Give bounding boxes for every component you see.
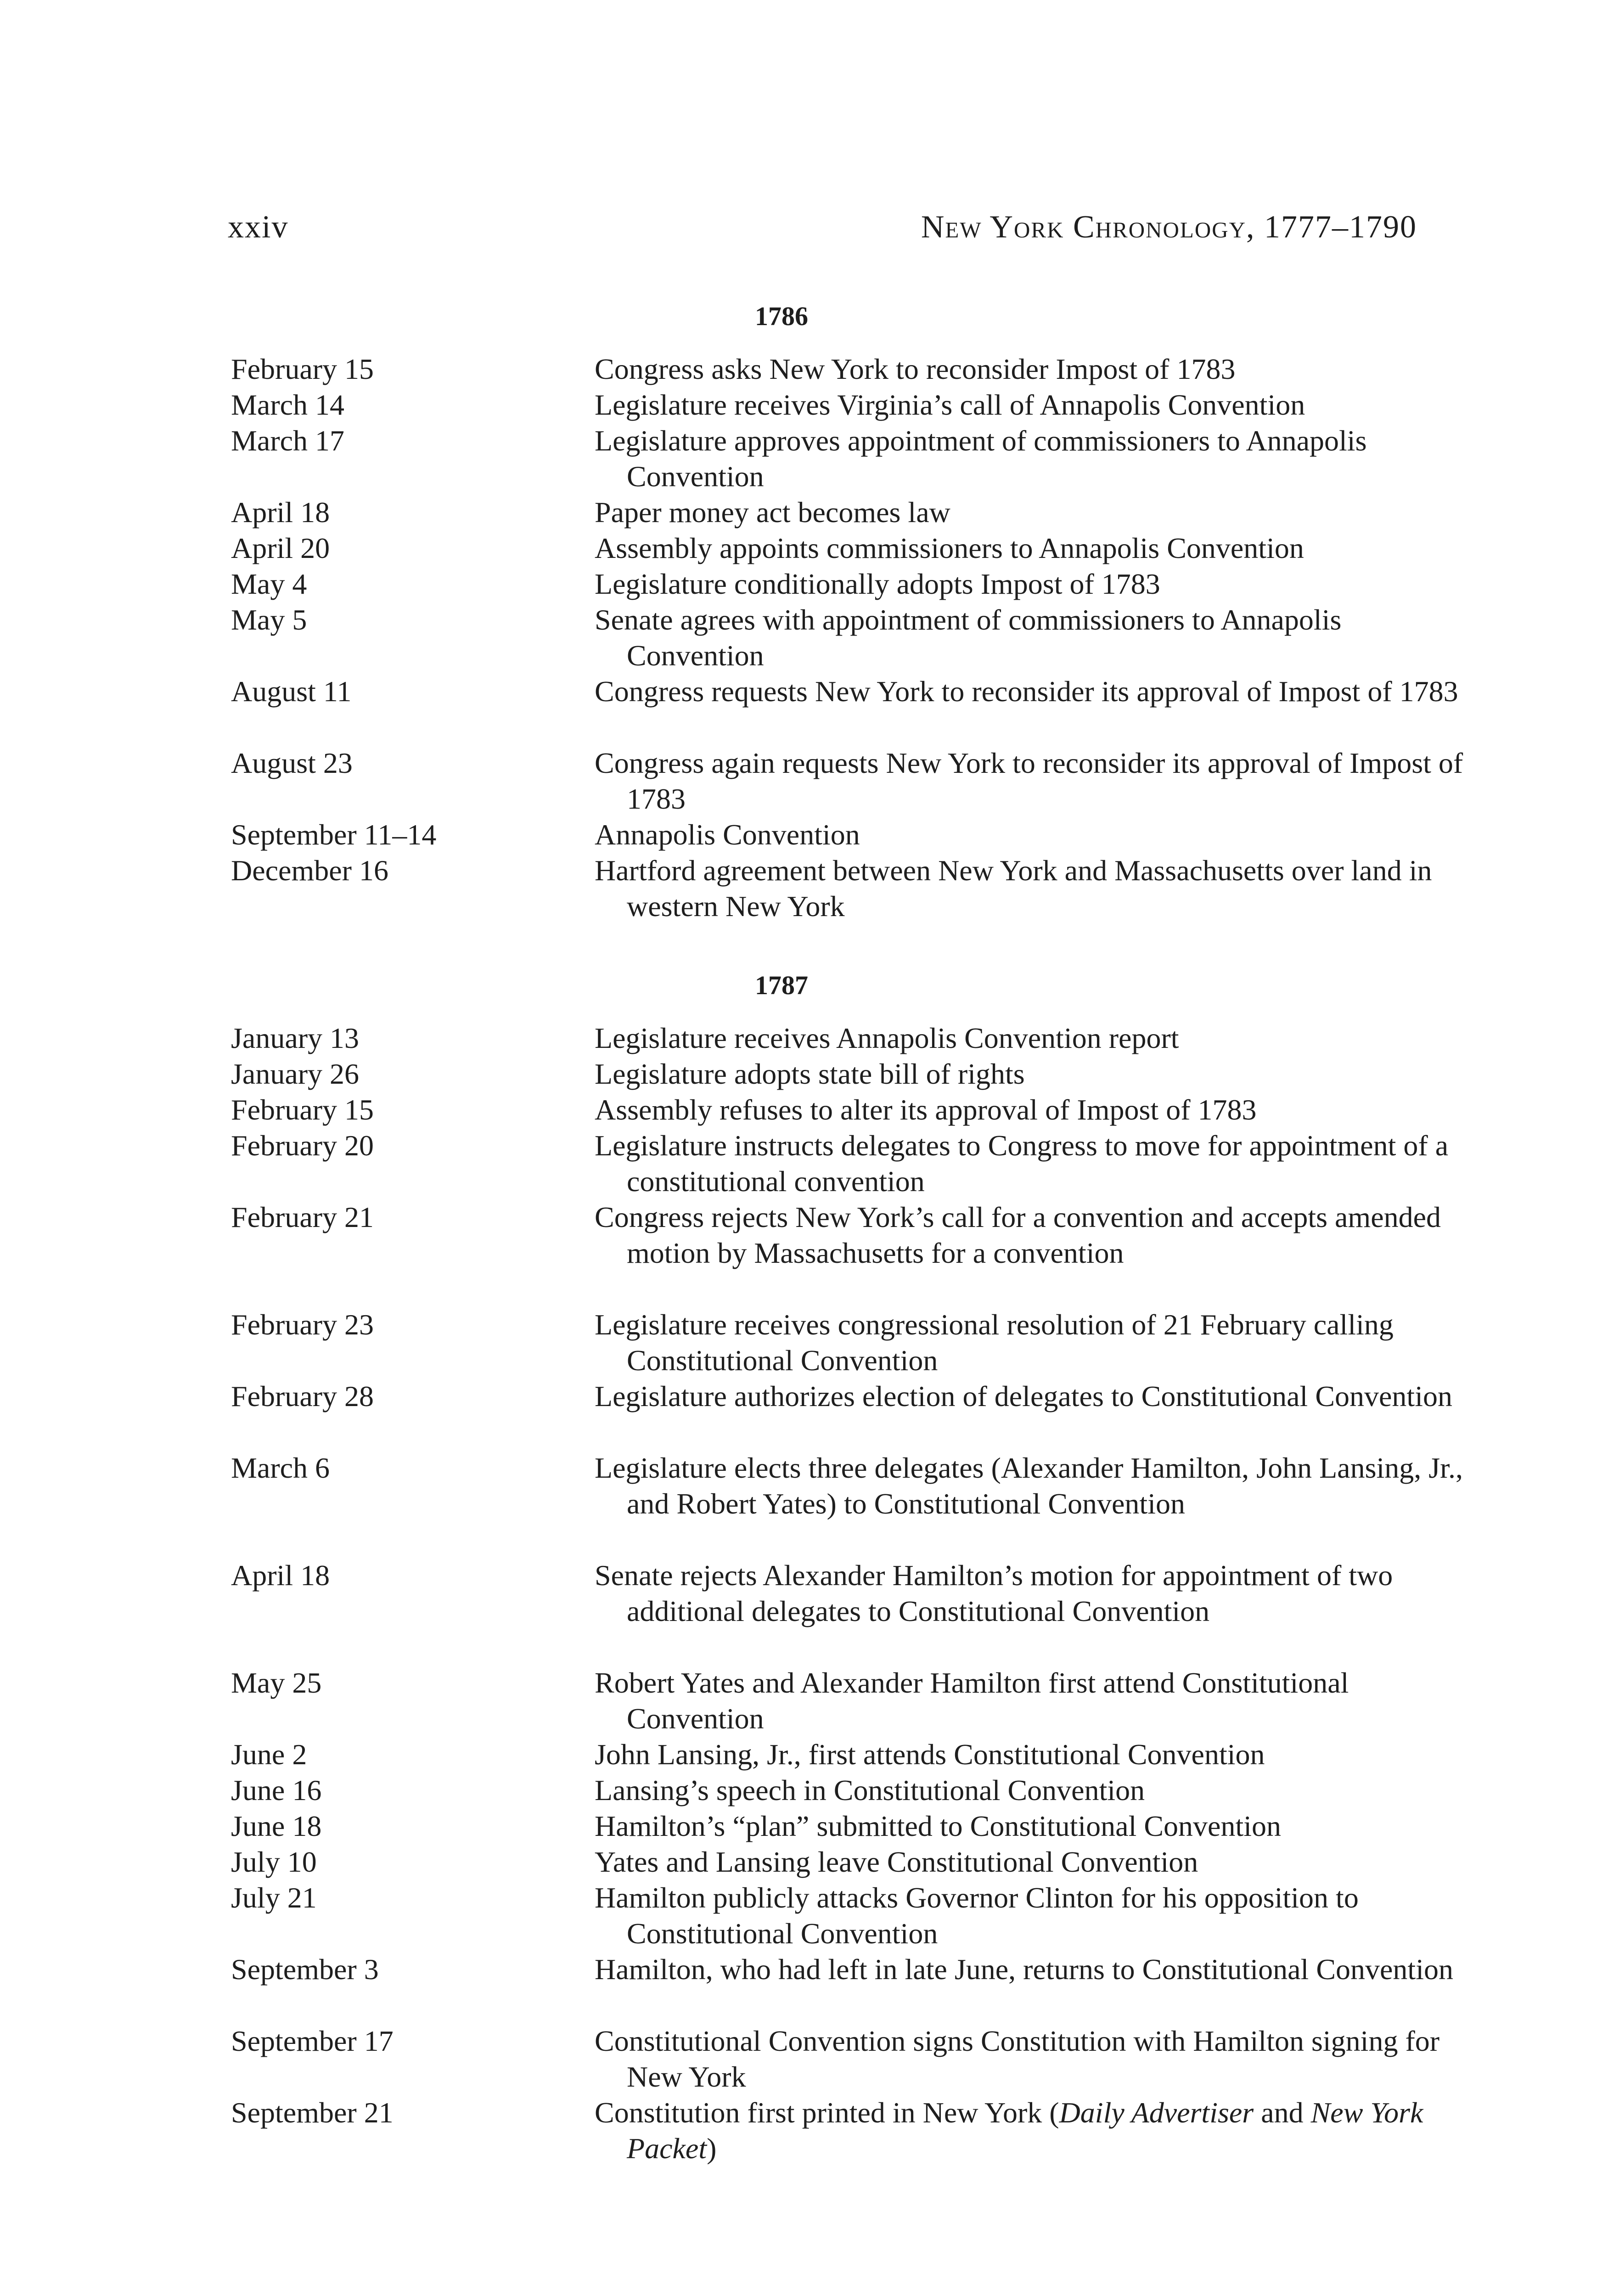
entry-date: August 23: [231, 747, 353, 779]
year-heading-1787: 1787: [755, 970, 808, 1000]
entry-event: Assembly appoints commissioners to Annapolis Convention: [595, 532, 1304, 564]
entry-event: [595, 2095, 1481, 2167]
entry-event: Legislature adopts state bill of rights: [595, 1058, 1025, 1090]
entry-date: May 5: [231, 603, 307, 636]
entry-event: Legislature conditionally adopts Impost of 1783: [595, 568, 1160, 600]
entry-date: February 15: [231, 353, 374, 385]
entry-date: February 15: [231, 1093, 374, 1126]
entry-date: March 17: [231, 424, 345, 457]
entry-date: February 21: [231, 1201, 374, 1233]
entry-event: Hamilton publicly attacks Governor Clinton for his opposition to Constitutional Convention: [595, 1881, 1359, 1950]
page-header: [228, 207, 1417, 262]
entry-event: Legislature receives Virginia’s call of Annapolis Convention: [595, 388, 1305, 421]
entry-date: May 4: [231, 568, 307, 600]
entry-date: March 6: [231, 1452, 330, 1484]
entry-date: September 3: [231, 1953, 379, 1986]
entry-date: June 16: [231, 1774, 322, 1806]
entry-event: Congress rejects New York’s call for a convention and accepts amended motion by Massachusetts for a convention: [595, 1201, 1441, 1269]
entry-date: July 10: [231, 1846, 317, 1878]
entry-date: April 18: [231, 1559, 330, 1592]
entry-date: January 26: [231, 1058, 360, 1090]
entry-event: Congress asks New York to reconsider Impost of 1783: [595, 353, 1236, 385]
entry-date: February 20: [231, 1129, 374, 1162]
newspaper-title: Daily Advertiser: [1059, 2096, 1254, 2129]
entry-event: Legislature instructs delegates to Congress to move for appointment of a constitutional convention: [595, 1129, 1449, 1198]
entry-date: September 11–14: [231, 818, 437, 851]
event-text: Constitution first printed in New York (: [595, 2096, 1059, 2129]
page-number: xxiv: [228, 209, 289, 245]
entry-date: May 25: [231, 1666, 322, 1699]
entry-event: Hamilton, who had left in late June, returns to Constitutional Convention: [595, 1953, 1453, 1986]
entry-date: February 23: [231, 1308, 374, 1341]
entry-date: April 20: [231, 532, 330, 564]
entry-event: Senate rejects Alexander Hamilton’s motion for appointment of two additional delegates to Constitutional Convention: [595, 1559, 1393, 1627]
entry-event: Yates and Lansing leave Constitutional Convention: [595, 1846, 1198, 1878]
entry-event: Assembly refuses to alter its approval of Impost of 1783: [595, 1093, 1257, 1126]
entry-event: Senate agrees with appointment of commissioners to Annapolis Convention: [595, 603, 1342, 672]
entry-event: Constitutional Convention signs Constitution with Hamilton signing for New York: [595, 2025, 1440, 2093]
entry-event: Lansing’s speech in Constitutional Convention: [595, 1774, 1145, 1806]
entry-date: June 2: [231, 1738, 307, 1771]
entry-date: December 16: [231, 854, 388, 887]
entry-date: August 11: [231, 675, 352, 708]
entry-event: John Lansing, Jr., first attends Constitutional Convention: [595, 1738, 1265, 1771]
entry-event: Congress requests New York to reconsider its approval of Impost of 1783: [595, 675, 1458, 708]
newspaper-title: New York Packet: [627, 2096, 1423, 2165]
entry-event: Legislature receives congressional resolution of 21 February calling Constitutional Convention: [595, 1308, 1394, 1377]
entry-date: March 14: [231, 388, 345, 421]
entry-date: April 18: [231, 496, 330, 529]
entry-event: Legislature elects three delegates (Alexander Hamilton, John Lansing, Jr., and Robert Yates) to Constitutional Convention: [595, 1452, 1463, 1520]
entry-event: Congress again requests New York to reconsider its approval of Impost of 1783: [595, 747, 1463, 815]
entry-event: Hartford agreement between New York and Massachusetts over land in western New York: [595, 854, 1432, 923]
entry-event: Robert Yates and Alexander Hamilton first attend Constitutional Convention: [595, 1666, 1349, 1735]
entry-date: July 21: [231, 1881, 317, 1914]
event-text: ): [707, 2132, 717, 2165]
year-heading-1786: 1786: [755, 301, 808, 331]
entry-event: Annapolis Convention: [595, 818, 860, 851]
entry-event: Legislature approves appointment of commissioners to Annapolis Convention: [595, 424, 1367, 493]
entry-date: June 18: [231, 1810, 322, 1842]
entry-date: February 28: [231, 1380, 374, 1412]
event-text: and: [1254, 2096, 1311, 2129]
entry-date: January 13: [231, 1022, 360, 1054]
entry-date: September 21: [231, 2096, 394, 2129]
running-head: New York Chronology, 1777–1790: [921, 209, 1417, 245]
entry-event: Legislature receives Annapolis Convention report: [595, 1022, 1179, 1054]
entry-event: Legislature authorizes election of delegates to Constitutional Convention: [595, 1380, 1452, 1412]
entry-date: September 17: [231, 2025, 394, 2057]
entry-event: Hamilton’s “plan” submitted to Constitutional Convention: [595, 1810, 1281, 1842]
entry-event: Paper money act becomes law: [595, 496, 950, 529]
